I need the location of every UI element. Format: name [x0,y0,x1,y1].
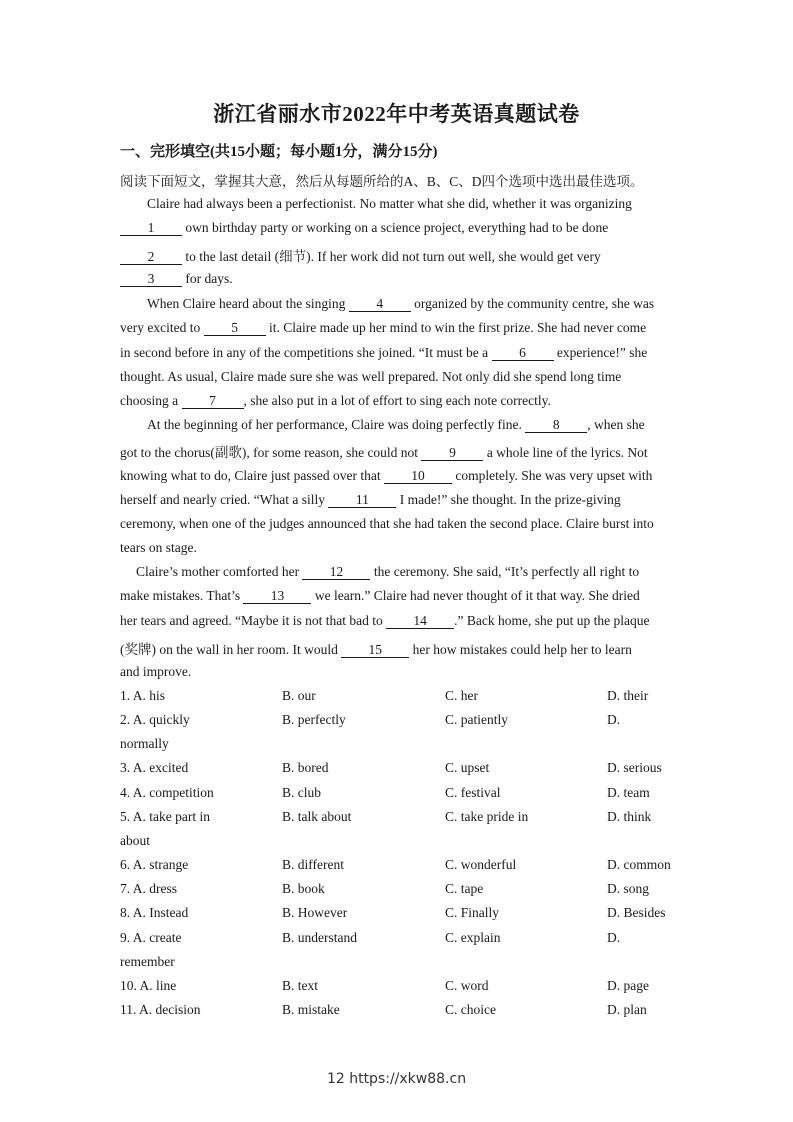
blank-14: 14 [386,614,454,629]
option-c: C. wonderful [445,857,517,872]
passage-line: 3 for days. [120,271,233,287]
option-b: B. bored [282,760,329,775]
option-d: D. think [607,809,652,824]
passage-line: her tears and agreed. “Maybe it is not that bad to 14 .” Back home, she put up the plaque [120,613,650,628]
passage-line: Claire’s mother comforted her 12 the ceremony. She said, “It’s perfectly all right to [136,564,640,579]
passage-line: herself and nearly cried. “What a silly 11 I made!” she thought. In the prize-giving [120,492,621,507]
passage-line: very excited to 5 it. Claire made up her mind to win the first prize. She had never come [120,320,647,335]
option-a-wrap: about [120,833,150,848]
option-d: D. [607,930,621,945]
passage-line: choosing a 7 , she also put in a lot of effort to sing each note correctly. [120,393,551,408]
passage-line: 2 to the last detail (细节). If her work did not turn out well, she would get very [120,245,601,265]
option-a: 10. A. line [120,978,177,993]
passage-line: 1 own birthday party or working on a science project, everything had to be done [120,220,608,236]
option-d: D. [607,712,621,727]
page-footer: 12 https://xkw88.cn [326,1071,467,1087]
passage-line: (奖牌) on the wall in her room. It would 15 her how mistakes could help her to learn [120,642,632,657]
option-d-wrap: normally [120,736,169,751]
option-c: C. tape [445,881,484,896]
option-b: B. talk about [282,809,352,824]
option-b: B. club [282,785,321,800]
blank-6: 6 [492,346,554,361]
option-a: 3. A. excited [120,760,189,775]
option-a: 4. A. competition [120,785,214,800]
blank-3: 3 [120,272,182,287]
blank-11: 11 [328,493,396,508]
section-heading: 一、完形填空(共15小题；每小题1分，满分15分) [120,144,438,160]
option-d: D. song [607,881,650,896]
passage-line: in second before in any of the competitions she joined. “It must be a 6 experience!” she [120,345,648,360]
passage-line: At the beginning of her performance, Claire was doing perfectly fine. 8 , when she [147,417,645,432]
passage-line: and improve. [120,664,192,679]
option-a: 7. A. dress [120,881,177,896]
option-d: D. plan [607,1002,647,1017]
option-c: C. take pride in [445,809,529,824]
option-d-wrap: remember [120,954,175,969]
blank-1: 1 [120,221,182,236]
option-c: C. choice [445,1002,496,1017]
option-c: C. upset [445,760,490,775]
blank-13: 13 [243,589,311,604]
blank-2: 2 [120,250,182,265]
option-c: C. Finally [445,905,500,920]
option-b: B. perfectly [282,712,346,727]
blank-5: 5 [204,321,266,336]
blank-4: 4 [349,297,411,312]
option-c: C. patiently [445,712,508,727]
option-a: 1. A. his [120,688,166,703]
blank-10: 10 [384,469,452,484]
passage-line: knowing what to do, Claire just passed over that 10 completely. She was very upset with [120,468,653,483]
passage-line: tears on stage. [120,540,197,555]
option-d: D. page [607,978,649,993]
passage-line: make mistakes. That’s 13 we learn.” Claire had never thought of it that way. She dried [120,588,640,603]
option-b: B. our [282,688,316,703]
option-c: C. word [445,978,489,993]
option-b: B. text [282,978,318,993]
blank-7: 7 [182,394,244,409]
option-d: D. team [607,785,650,800]
option-a: 9. A. create [120,930,182,945]
passage-line: thought. As usual, Claire made sure she was well prepared. Not only did she spend long time [120,369,622,384]
option-b: B. mistake [282,1002,340,1017]
option-a: 11. A. decision [120,1002,201,1017]
option-c: C. explain [445,930,501,945]
option-b: B. However [282,905,348,920]
passage-line: When Claire heard about the singing 4 organized by the community centre, she was [147,296,655,311]
blank-9: 9 [421,446,483,461]
option-a: 5. A. take part in [120,809,210,824]
option-d: D. Besides [607,905,666,920]
passage-line: Claire had always been a perfectionist. No matter what she did, whether it was organizing [147,196,632,211]
option-a: 8. A. Instead [120,905,189,920]
option-d: D. their [607,688,649,703]
option-b: B. understand [282,930,357,945]
page-title: 浙江省丽水市2022年中考英语真题试卷 [213,102,580,126]
option-c: C. her [445,688,478,703]
option-a: 2. A. quickly [120,712,190,727]
instruction-text: 阅读下面短文，掌握其大意，然后从每题所给的A、B、C、D四个选项中选出最佳选项。 [120,174,644,189]
option-a: 6. A. strange [120,857,189,872]
blank-15: 15 [341,643,409,658]
passage-line: ceremony, when one of the judges announced that she had taken the second place. Claire burst into [120,516,654,531]
option-b: B. different [282,857,344,872]
option-b: B. book [282,881,325,896]
blank-8: 8 [525,418,587,433]
option-d: D. common [607,857,671,872]
blank-12: 12 [302,565,370,580]
passage-line: got to the chorus(副歌), for some reason, she could not 9 a whole line of the lyrics. Not [120,445,648,460]
option-c: C. festival [445,785,501,800]
option-d: D. serious [607,760,662,775]
